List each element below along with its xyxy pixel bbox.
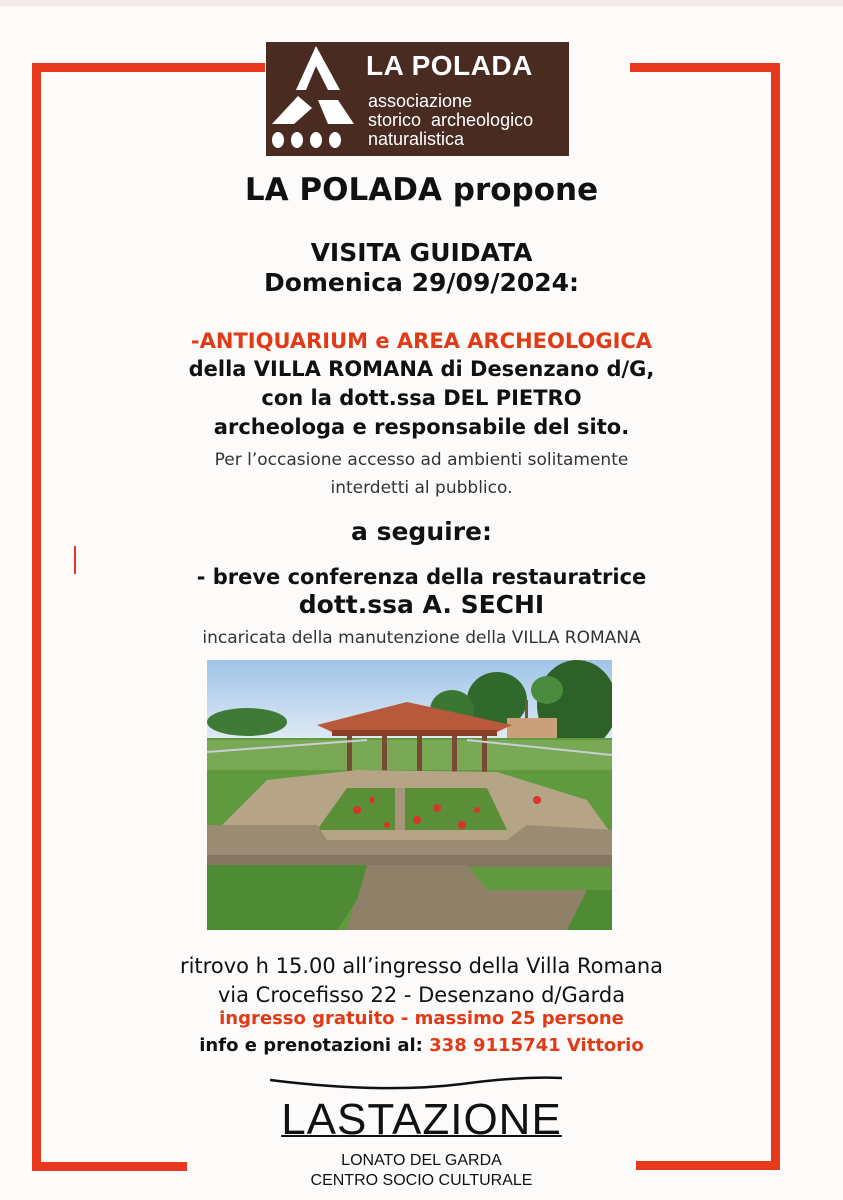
- visit-line-1: VISITA GUIDATA: [310, 238, 533, 267]
- logo-line-1: associazione: [368, 91, 473, 111]
- polada-emblem-icon: [266, 42, 361, 152]
- follow-note: incaricata della manutenzione della VILLA ROMANA: [202, 628, 641, 648]
- stazione-wordmark: [0, 1095, 843, 1144]
- follow-line-1: - breve conferenza della restauratrice: [196, 565, 647, 589]
- entry-info: ingresso gratuito - massimo 25 persone: [219, 1008, 624, 1029]
- footer-line-2: CENTRO SOCIO CULTURALE: [310, 1172, 533, 1189]
- la-stazione-logo: [0, 1072, 843, 1190]
- site-note-2: interdetti al pubblico.: [330, 478, 513, 498]
- meeting-point: ritrovo h 15.00 all’ingresso della Villa Romana: [179, 954, 664, 978]
- frame-top-left: [32, 63, 265, 72]
- booking-contact[interactable]: 338 9115741 Vittorio: [429, 1035, 644, 1056]
- booking-label: info e prenotazioni al:: [199, 1035, 423, 1056]
- stazione-wordmark-stazione: STAZIONE: [337, 1095, 562, 1144]
- logo-title: LA POLADA: [366, 50, 533, 81]
- la-polada-logo: [266, 42, 569, 156]
- logo-line-3: naturalistica: [368, 129, 465, 149]
- site-line-2: con la dott.ssa DEL PIETRO: [261, 386, 582, 410]
- logo-subtitle: [368, 92, 533, 149]
- top-strip: [0, 0, 843, 6]
- frame-top-right: [630, 63, 778, 72]
- address: via Crocefisso 22 - Desenzano d/Garda: [217, 983, 626, 1007]
- site-title: -ANTIQUARIUM e AREA ARCHEOLOGICA: [190, 329, 653, 353]
- logo-line-2: storico archeologico: [368, 110, 534, 130]
- villa-romana-photo-illustration: [207, 660, 612, 930]
- site-note-1: Per l’occasione accesso ad ambienti solitamente: [214, 450, 629, 470]
- headline: LA POLADA propone: [244, 172, 599, 208]
- follow-line-2: dott.ssa A. SECHI: [298, 590, 545, 619]
- villa-romana-photo: [207, 660, 612, 930]
- site-line-1: della VILLA ROMANA di Desenzano d/G,: [188, 357, 655, 381]
- site-line-3: archeologa e responsabile del sito.: [213, 415, 630, 439]
- visit-date: Domenica 29/09/2024:: [263, 268, 580, 297]
- stazione-wordmark-la: LA: [281, 1095, 338, 1144]
- booking-info: [0, 1035, 843, 1056]
- footer-line-1: LONATO DEL GARDA: [341, 1152, 502, 1169]
- follow-title: a seguire:: [351, 517, 492, 546]
